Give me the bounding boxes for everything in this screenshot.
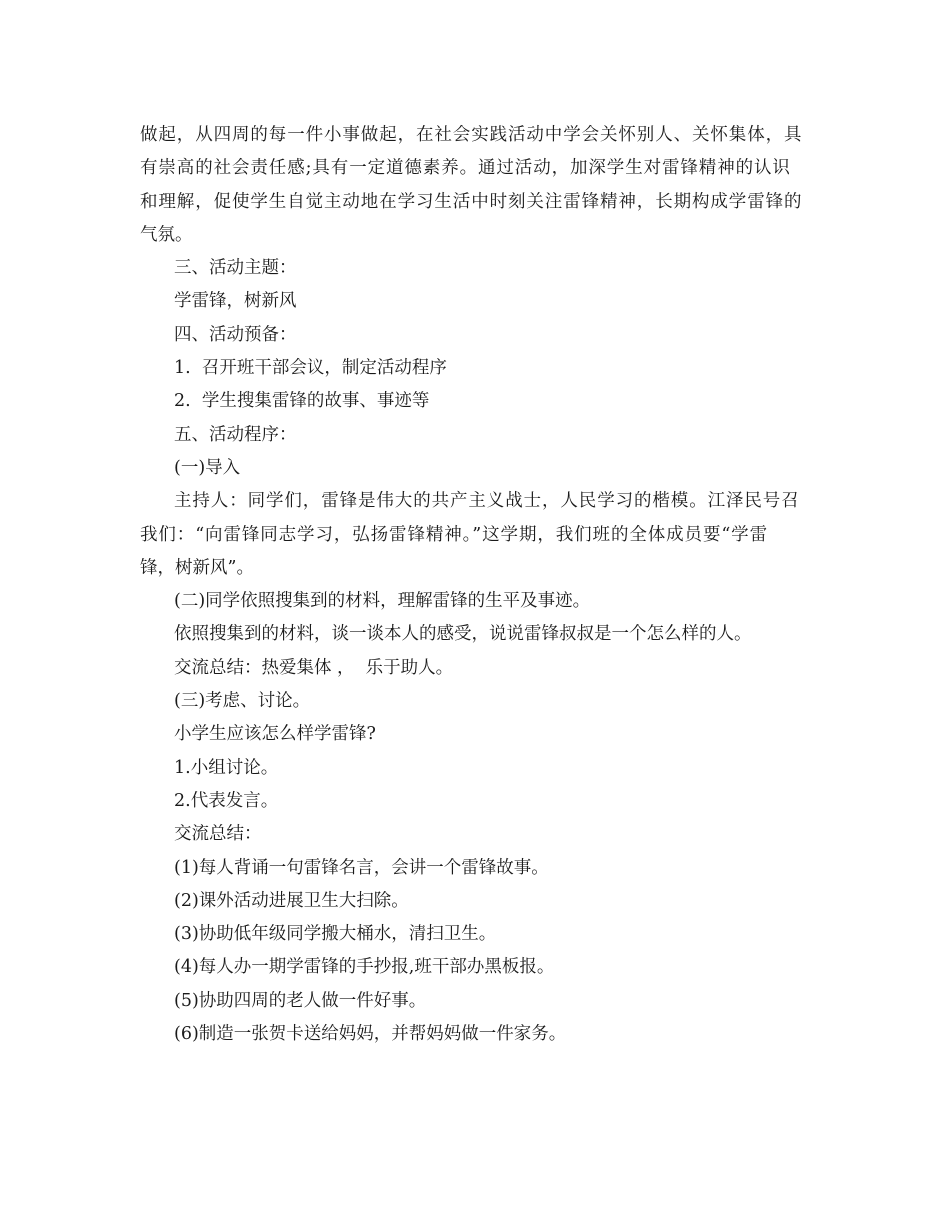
list-item: (4)每人办一期学雷锋的手抄报,班干部办黑板报。 bbox=[174, 957, 555, 978]
document-body bbox=[140, 119, 812, 1051]
list-item: (1)每人背诵一句雷锋名言，会讲一个雷锋故事。 bbox=[174, 857, 549, 878]
body-line: 主持人：同学们，雷锋是伟大的共产主义战士，人民学习的楷模。江泽民号召 bbox=[174, 491, 800, 512]
list-item: (6)制造一张贺卡送给妈妈，并帮妈妈做一件家务。 bbox=[174, 1024, 567, 1045]
body-line: 交流总结： bbox=[174, 824, 262, 845]
list-item: 1.小组讨论。 bbox=[174, 757, 279, 778]
body-line: 做起，从四周的每一件小事做起，在社会实践活动中学会关怀别人、关怀集体，具 bbox=[140, 125, 803, 145]
subsection-heading: (三)考虑、讨论。 bbox=[174, 691, 311, 712]
body-line: 锋，树新风”。 bbox=[140, 557, 254, 578]
section-heading: 三、活动主题： bbox=[174, 258, 297, 279]
section-heading: 四、活动预备： bbox=[174, 324, 297, 345]
body-line: 依照搜集到的材料，谈一谈本人的感受，说说雷锋叔叔是一个怎么样的人。 bbox=[174, 624, 752, 645]
list-item: (5)协助四周的老人做一件好事。 bbox=[174, 990, 427, 1011]
body-line: 和理解，促使学生自觉主动地在学习生活中时刻关注雷锋精神，长期构成学雷锋的 bbox=[140, 191, 803, 212]
body-line: 交流总结：热爱集体 ， 乐于助人。 bbox=[174, 657, 454, 678]
list-item: 2.代表发言。 bbox=[174, 790, 279, 811]
theme-text: 学雷锋，树新风 bbox=[174, 291, 297, 312]
body-line: 我们：“向雷锋同志学习，弘扬雷锋精神。”这学期，我们班的全体成员要“学雷 bbox=[140, 524, 768, 545]
list-item: (2)课外活动进展卫生大扫除。 bbox=[174, 890, 409, 911]
list-item: 2. 学生搜集雷锋的故事、事迹等 bbox=[174, 391, 430, 412]
section-heading: 五、活动程序： bbox=[174, 424, 297, 445]
body-line: 小学生应该怎么样学雷锋? bbox=[174, 724, 376, 745]
subsection-heading: (二)同学依照搜集到的材料，理解雷锋的生平及事迹。 bbox=[174, 591, 591, 612]
list-item: (3)协助低年级同学搬大桶水，清扫卫生。 bbox=[174, 924, 497, 945]
list-item: 1. 召开班干部会议，制定活动程序 bbox=[174, 358, 447, 379]
body-line: 气氛。 bbox=[140, 224, 193, 245]
body-line: 有崇高的社会责任感;具有一定道德素养。通过活动，加深学生对雷锋精神的认识 bbox=[140, 158, 791, 179]
subsection-heading: (一)导入 bbox=[174, 457, 241, 478]
